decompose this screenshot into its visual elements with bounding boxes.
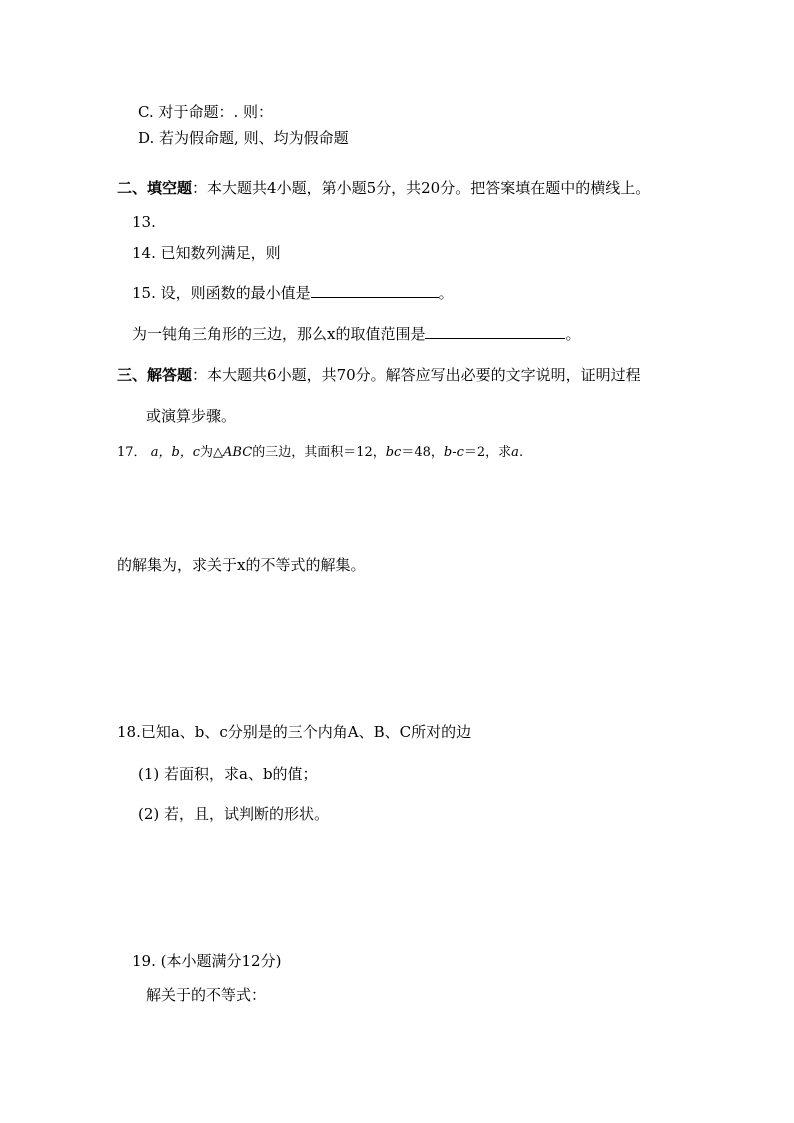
option-c: C. 对于命题：. 则：: [138, 103, 274, 121]
section-3-title: 解答题: [147, 366, 193, 384]
q17-bc: bc: [385, 445, 402, 460]
question-18: 18.已知a、b、c分别是的三个内角A、B、C所对的边: [117, 723, 472, 741]
q17-t2: 的三边，其面积＝12，: [252, 445, 386, 460]
option-d: D. 若为假命题, 则、均为假命题: [138, 129, 349, 147]
question-16-blank: [425, 324, 565, 339]
q17-bmc: b-c: [443, 445, 464, 460]
question-19-body: 解关于的不等式：: [146, 986, 267, 1004]
question-19: 19. (本小题满分12分): [132, 952, 282, 970]
question-16-end: 。: [565, 325, 581, 343]
q17-vars: a，b，c: [150, 445, 201, 460]
q17-num: 17．: [117, 445, 147, 460]
section-3-heading: [117, 365, 641, 385]
question-inequality: 的解集为，求关于x的不等式的解集。: [117, 556, 366, 574]
section-2-desc: ：本大题共4小题，第小题5分，共20分。把答案填在题中的横线上。: [192, 179, 651, 197]
section-3-desc-cont: 或演算步骤。: [146, 407, 237, 425]
question-17: [117, 443, 523, 463]
section-3-label: 三、: [117, 366, 148, 384]
q17-a: a: [511, 445, 519, 460]
question-15-blank: [311, 283, 439, 298]
question-16: [132, 324, 580, 344]
q17-t5: .: [518, 445, 524, 460]
question-14: 14. 已知数列满足，则: [132, 244, 281, 262]
q17-abc: ABC: [223, 445, 253, 460]
question-15-text: 15. 设，则函数的最小值是: [132, 284, 311, 302]
section-3-desc: ：本大题共6小题，共70分。解答应写出必要的文字说明，证明过程: [192, 366, 641, 384]
question-13: 13.: [132, 213, 156, 231]
question-18-part-2: (2) 若，且，试判断的形状。: [138, 805, 330, 823]
q17-t4: ＝2，求: [463, 445, 512, 460]
q17-t1: 为△: [200, 445, 224, 460]
q17-t3: ＝48，: [401, 445, 444, 460]
section-2-heading: [117, 178, 650, 198]
section-2-label: 二、: [117, 179, 148, 197]
question-15: [132, 283, 454, 303]
question-15-end: 。: [438, 284, 454, 302]
question-16-text: 为一钝角三角形的三边，那么x的取值范围是: [132, 325, 426, 343]
section-2-title: 填空题: [147, 179, 193, 197]
question-18-part-1: (1) 若面积，求a、b的值；: [138, 765, 318, 783]
